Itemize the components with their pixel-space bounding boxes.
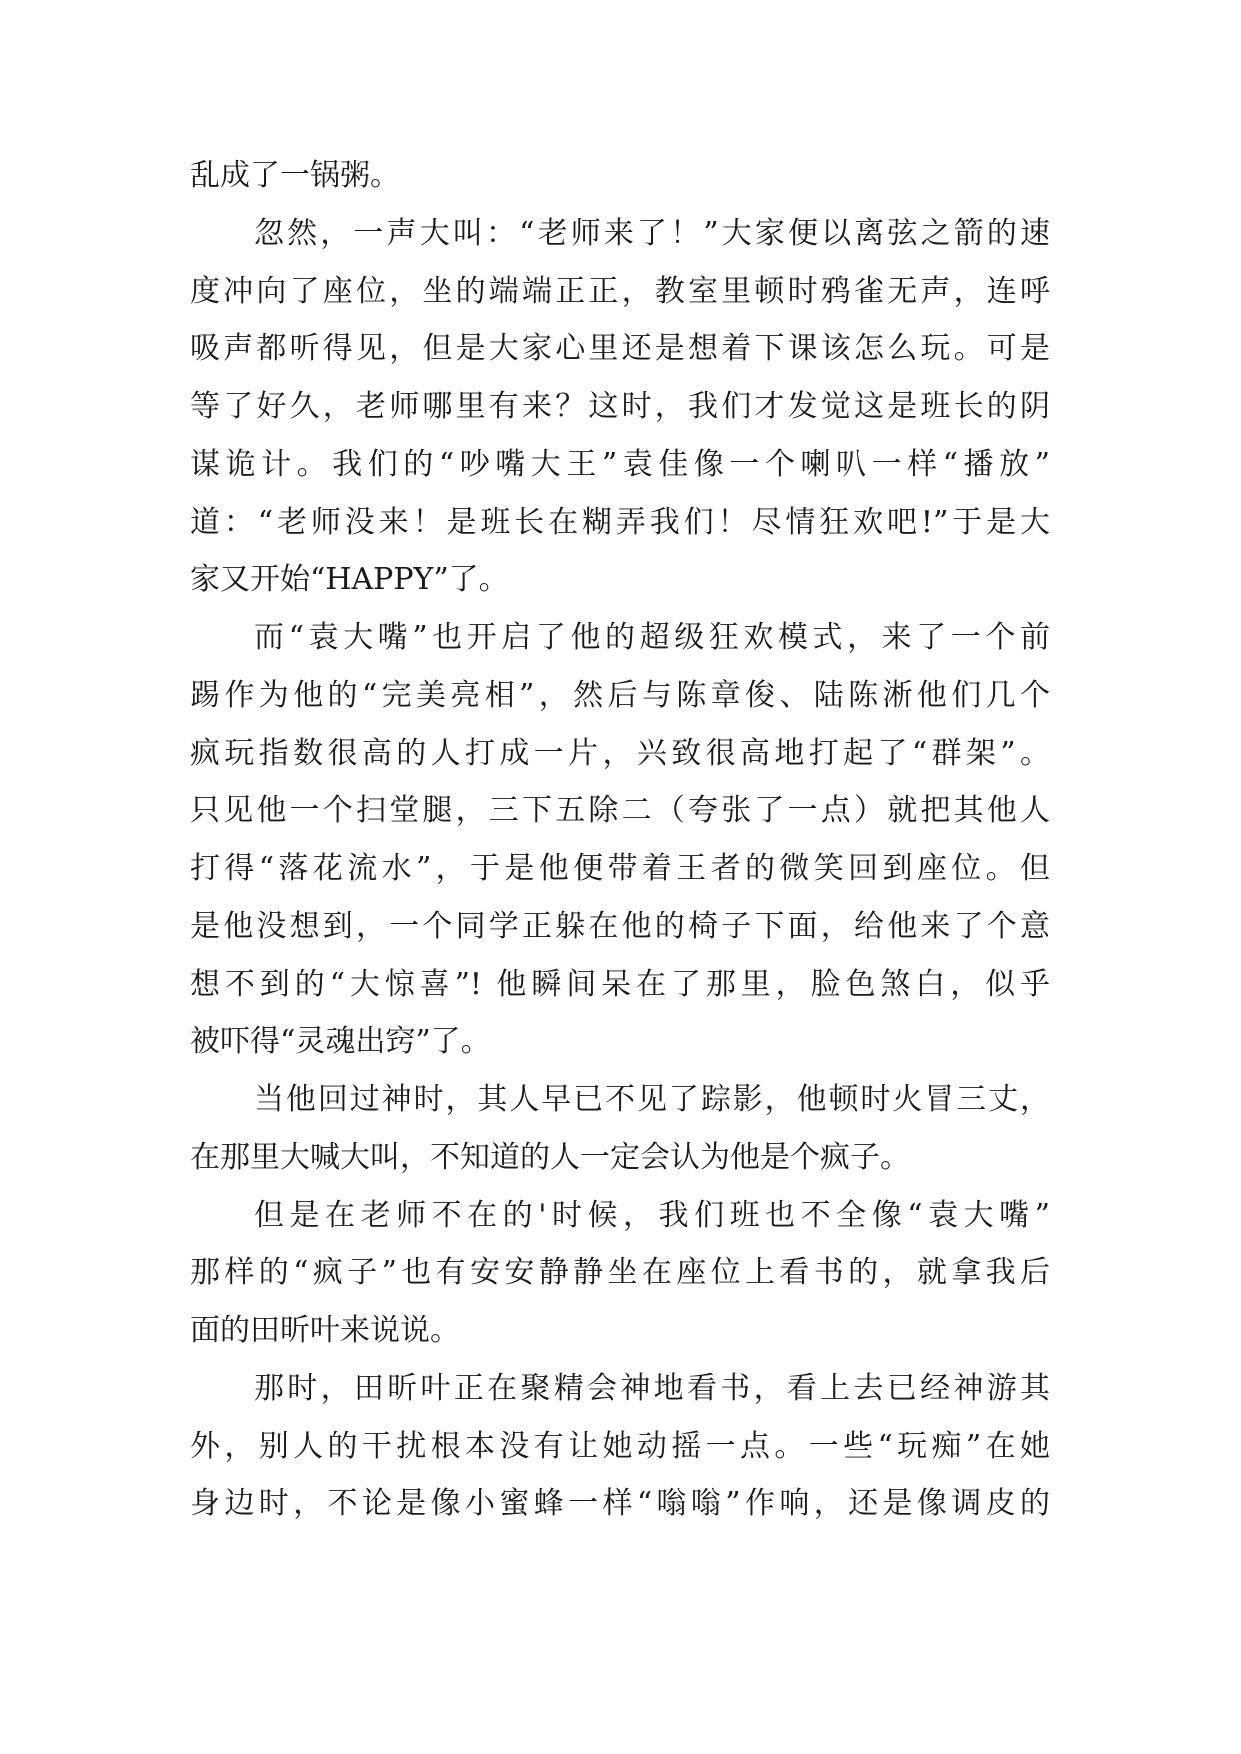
text-line: 踢作为他的“完美亮相”，然后与陈章俊、陆陈淅他们几个	[190, 678, 1050, 713]
text-line: 度冲向了座位，坐的端端正正，教室里顿时鸦雀无声，连呼	[190, 274, 1050, 309]
text-line: 想不到的“大惊喜”! 他瞬间呆在了那里，脸色煞白，似乎	[190, 967, 1050, 1002]
text-line: 打得“落花流水”，于是他便带着王者的微笑回到座位。但	[190, 851, 1050, 886]
paragraph-first-line: 忽然，一声大叫：“老师来了！”大家便以离弦之箭的速	[254, 216, 1050, 251]
paragraph-first-line: 但是在老师不在的'时候，我们班也不全像“袁大嘴”	[254, 1198, 1050, 1233]
text-line: 面的田昕叶来说说。	[190, 1313, 460, 1348]
text-line: 家又开始“HAPPY”了。	[190, 562, 509, 597]
paragraph-first-line: 那时，田昕叶正在聚精会神地看书，看上去已经神游其	[254, 1371, 1050, 1406]
paragraph-first-line: 当他回过神时，其人早已不见了踪影，他顿时火冒三丈，	[254, 1082, 1050, 1117]
text-line: 在那里大喊大叫，不知道的人一定会认为他是个疯子。	[190, 1140, 910, 1175]
text-line: 是他没想到，一个同学正躲在他的椅子下面，给他来了个意	[190, 909, 1050, 944]
text-line: 乱成了一锅粥。	[190, 158, 400, 193]
text-line: 道：“老师没来！是班长在糊弄我们！尽情狂欢吧!”于是大	[190, 505, 1050, 540]
text-line: 被吓得“灵魂出窍”了。	[190, 1024, 491, 1059]
text-line: 疯玩指数很高的人打成一片，兴致很高地打起了“群架”。	[190, 736, 1050, 771]
paragraph-first-line: 而“袁大嘴”也开启了他的超级狂欢模式，来了一个前	[254, 620, 1050, 655]
text-line: 谋诡计。我们的“吵嘴大王”袁佳像一个喇叭一样“播放”	[190, 447, 1050, 482]
text-line: 只见他一个扫堂腿，三下五除二（夸张了一点）就把其他人	[190, 793, 1050, 828]
text-line: 外，别人的干扰根本没有让她动摇一点。一些“玩痴”在她	[190, 1429, 1050, 1464]
text-line: 等了好久，老师哪里有来？这时，我们才发觉这是班长的阴	[190, 389, 1050, 424]
text-line: 身边时，不论是像小蜜蜂一样“嗡嗡”作响，还是像调皮的	[190, 1486, 1050, 1521]
text-line: 那样的“疯子”也有安安静静坐在座位上看书的，就拿我后	[190, 1255, 1050, 1290]
text-line: 吸声都听得见，但是大家心里还是想着下课该怎么玩。可是	[190, 331, 1050, 366]
